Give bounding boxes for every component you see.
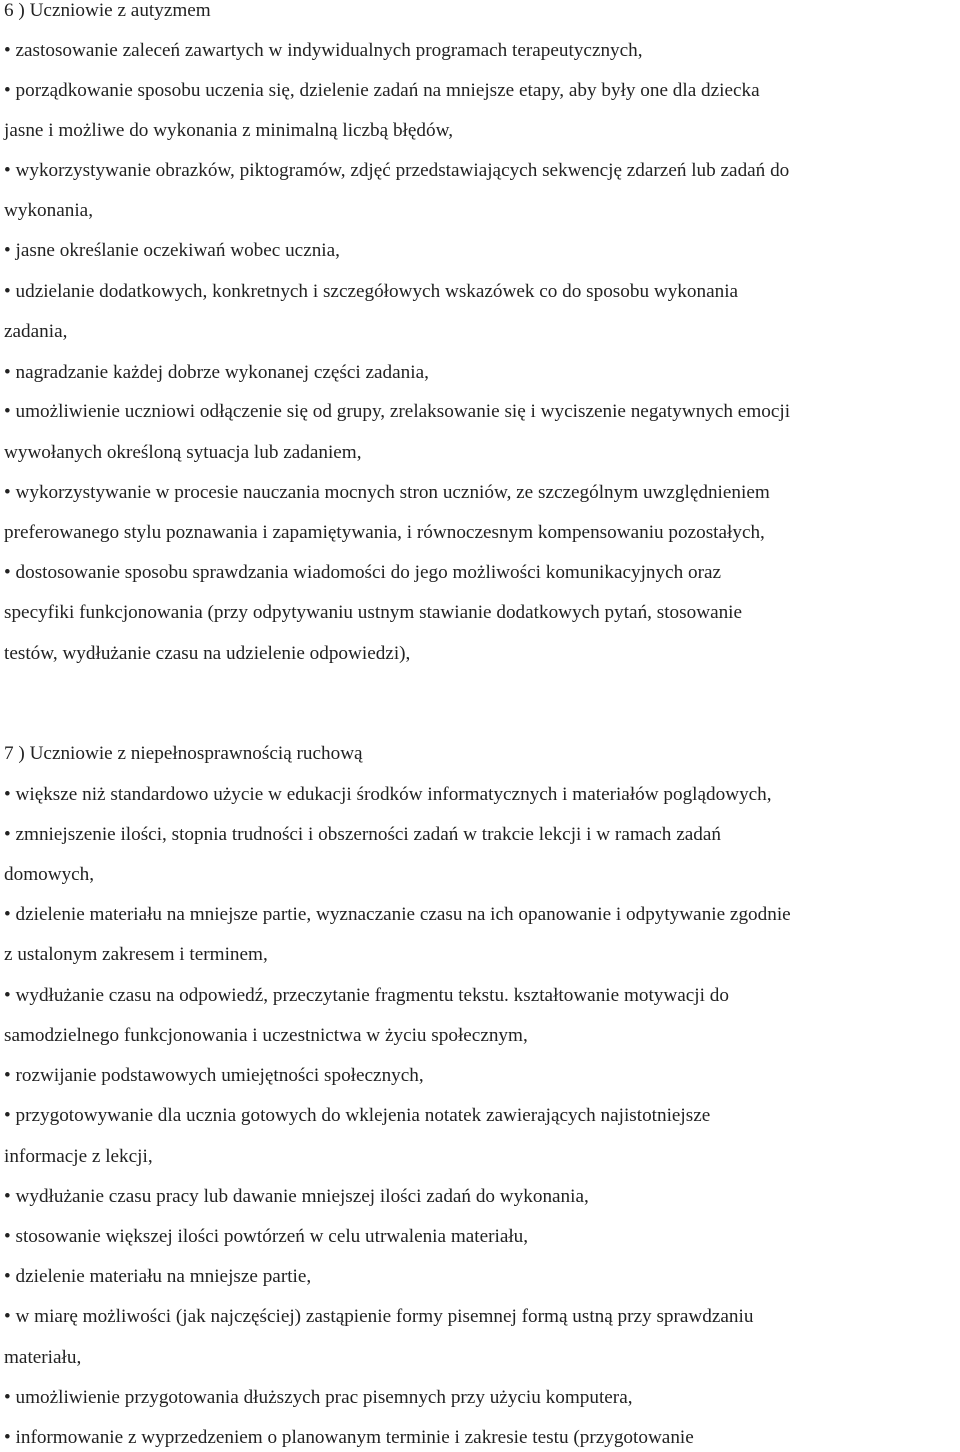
section-7-line: • zmniejszenie ilości, stopnia trudności i obszerności zadań w trakcie lekcji i w ramach zadań — [4, 824, 721, 845]
section-7-line: • dzielenie materiału na mniejsze partie, — [4, 1266, 312, 1287]
section-6-line: jasne i możliwe do wykonania z minimalną liczbą błędów, — [4, 120, 453, 141]
section-7-line: • stosowanie większej ilości powtórzeń w celu utrwalenia materiału, — [4, 1226, 529, 1247]
section-6-line: • udzielanie dodatkowych, konkretnych i szczegółowych wskazówek co do sposobu wykonania — [4, 281, 739, 302]
section-7-line: • dzielenie materiału na mniejsze partie, wyznaczanie czasu na ich opanowanie i odpytywanie zgodnie — [4, 904, 791, 925]
section-6-line: • umożliwienie uczniowi odłączenie się od grupy, zrelaksowanie się i wyciszenie negatywnych emocji — [4, 401, 791, 422]
section-7-line: • większe niż standardowo użycie w edukacji środków informatycznych i materiałów poglądowych, — [4, 784, 772, 805]
section-7-line: • umożliwienie przygotowania dłuższych prac pisemnych przy użyciu komputera, — [4, 1387, 633, 1408]
section-7-heading: 7 ) Uczniowie z niepełnosprawnością ruchową — [4, 743, 363, 764]
section-7-line: domowych, — [4, 864, 95, 885]
section-6-line: testów, wydłużanie czasu na udzielenie odpowiedzi), — [4, 643, 411, 664]
section-6-line: wykonania, — [4, 200, 93, 221]
section-7-line: • przygotowywanie dla ucznia gotowych do wklejenia notatek zawierających najistotniejsze — [4, 1105, 711, 1126]
section-6-line: zadania, — [4, 321, 68, 342]
section-7-line: informacje z lekcji, — [4, 1146, 153, 1167]
section-7-line: z ustalonym zakresem i terminem, — [4, 944, 268, 965]
section-7-line: materiału, — [4, 1347, 82, 1368]
section-6-line: • wykorzystywanie obrazków, piktogramów, zdjęć przedstawiających sekwencję zdarzeń lub zadań do — [4, 160, 790, 181]
section-7-line: samodzielnego funkcjonowania i uczestnictwa w życiu społecznym, — [4, 1025, 528, 1046]
section-7-line: • informowanie z wyprzedzeniem o planowanym terminie i zakresie testu (przygotowanie — [4, 1427, 694, 1448]
section-7-line: • wydłużanie czasu pracy lub dawanie mniejszej ilości zadań do wykonania, — [4, 1186, 589, 1207]
section-6-line: • zastosowanie zaleceń zawartych w indywidualnych programach terapeutycznych, — [4, 40, 643, 61]
section-6-heading: 6 ) Uczniowie z autyzmem — [4, 0, 211, 21]
section-6-line: • wykorzystywanie w procesie nauczania mocnych stron uczniów, ze szczególnym uwzględnieniem — [4, 482, 770, 503]
section-6-line: wywołanych określoną sytuacja lub zadaniem, — [4, 442, 362, 463]
section-6-line: preferowanego stylu poznawania i zapamiętywania, i równoczesnym kompensowaniu pozostałych, — [4, 522, 765, 543]
section-6-line: • porządkowanie sposobu uczenia się, dzielenie zadań na mniejsze etapy, aby były one dla dziecka — [4, 80, 760, 101]
section-6-line: • dostosowanie sposobu sprawdzania wiadomości do jego możliwości komunikacyjnych oraz — [4, 562, 722, 583]
section-6-line: specyfiki funkcjonowania (przy odpytywaniu ustnym stawianie dodatkowych pytań, stosowanie — [4, 602, 743, 623]
section-7-line: • rozwijanie podstawowych umiejętności społecznych, — [4, 1065, 424, 1086]
section-7-line: • w miarę możliwości (jak najczęściej) zastąpienie formy pisemnej formą ustną przy sprawdzaniu — [4, 1306, 754, 1327]
section-7-line: • wydłużanie czasu na odpowiedź, przeczytanie fragmentu tekstu. kształtowanie motywacji do — [4, 985, 729, 1006]
section-6-line: • nagradzanie każdej dobrze wykonanej części zadania, — [4, 362, 429, 383]
section-6-line: • jasne określanie oczekiwań wobec ucznia, — [4, 240, 340, 261]
